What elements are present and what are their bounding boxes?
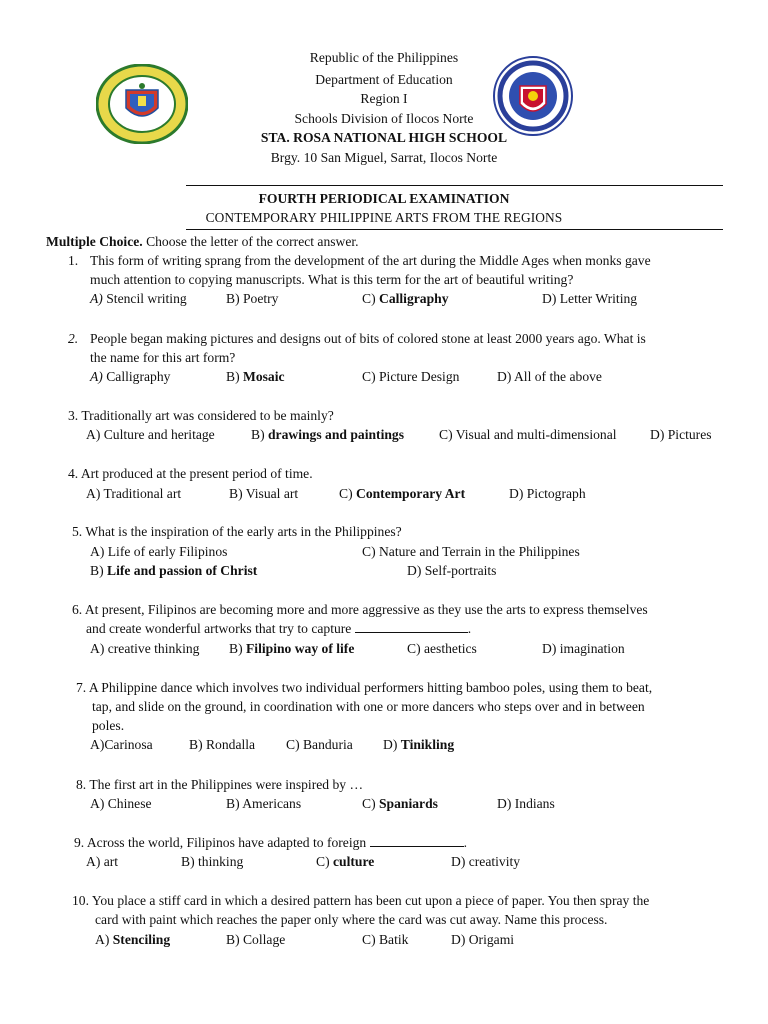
exam-subject: CONTEMPORARY PHILIPPINE ARTS FROM THE REGIONS <box>205 210 563 225</box>
choice-c: C) Nature and Terrain in the Philippines <box>362 544 580 559</box>
question-text-line: tap, and slide on the ground, in coordination with one or more dancers who steps over and in between <box>92 699 645 714</box>
choice-c: C) Banduria <box>286 737 353 752</box>
question-text-line: the name for this art form? <box>90 350 236 365</box>
choice-d: D) Pictures <box>650 427 712 442</box>
choice-b: B) Rondalla <box>189 737 256 752</box>
school-name: STA. ROSA NATIONAL HIGH SCHOOL <box>260 130 508 145</box>
choice-d: D) All of the above <box>497 369 602 384</box>
choice-b: B) Poetry <box>226 291 279 306</box>
question-text-line: This form of writing sprang from the development of the art during the Middle Ages when monks gave <box>90 253 651 268</box>
choice-c: C) Spaniards <box>362 796 438 811</box>
header-divider-top <box>186 185 723 186</box>
header-republic: Republic of the Philippines <box>309 50 459 65</box>
question-text-line: 6. At present, Filipinos are becoming more and more aggressive as they use the arts to express themselves <box>72 602 648 617</box>
choice-b: B) Filipino way of life <box>229 641 355 656</box>
exam-title: FOURTH PERIODICAL EXAMINATION <box>258 191 510 206</box>
choice-b: B) Collage <box>226 932 286 947</box>
instructions-label: Multiple Choice. <box>46 234 143 249</box>
choice-c: C) Calligraphy <box>362 291 449 306</box>
choice-d: D) Letter Writing <box>542 291 638 306</box>
choice-c: C) Picture Design <box>362 369 460 384</box>
question-number: 2. <box>68 331 79 346</box>
header-division: Schools Division of Ilocos Norte <box>294 111 474 126</box>
choice-c: C) Batik <box>362 932 409 947</box>
question-text-line: 4. Art produced at the present period of time. <box>68 466 313 481</box>
choice-b: B) drawings and paintings <box>251 427 404 442</box>
choice-a: A) Life of early Filipinos <box>90 544 228 559</box>
choice-b: B) thinking <box>181 854 244 869</box>
question-text-line: People began making pictures and designs out of bits of colored stone at least 2000 years ago. What is <box>90 331 646 346</box>
choice-d: D) Self-portraits <box>407 563 497 578</box>
answer-blank <box>370 833 464 847</box>
choice-b: B) Mosaic <box>226 369 285 384</box>
choice-c: C) culture <box>316 854 375 869</box>
choice-d: D) Indians <box>497 796 555 811</box>
choice-d: D) Origami <box>451 932 515 947</box>
question-text-line: 3. Traditionally art was considered to be mainly? <box>68 408 334 423</box>
choice-b: B) Americans <box>226 796 302 811</box>
choice-d: D) imagination <box>542 641 625 656</box>
question-text-line: 10. You place a stiff card in which a desired pattern has been cut upon a piece of paper. You then spray the <box>72 893 650 908</box>
question-text-line: poles. <box>92 718 125 733</box>
instructions <box>46 232 359 251</box>
choice-a: A) Culture and heritage <box>86 427 215 442</box>
question-number: 1. <box>68 253 79 268</box>
choice-b: B) Life and passion of Christ <box>90 563 258 578</box>
choice-a: A) Stenciling <box>95 932 171 947</box>
question-text-line: 9. Across the world, Filipinos have adapted to foreign . <box>74 835 468 850</box>
header-department: Department of Education <box>315 72 453 87</box>
header-region: Region I <box>360 91 408 106</box>
choice-a: A) Stencil writing <box>90 291 187 306</box>
choice-a: A) Calligraphy <box>90 369 171 384</box>
answer-blank <box>355 619 468 633</box>
choice-c: C) Contemporary Art <box>339 486 466 501</box>
question-text-line: card with paint which reaches the paper only where the card was cut away. Name this process. <box>95 912 608 927</box>
choice-d: D) Tinikling <box>383 737 455 752</box>
choice-d: D) creativity <box>451 854 521 869</box>
choice-a: A) art <box>86 854 119 869</box>
question-text-line: and create wonderful artworks that try to capture . <box>86 621 472 636</box>
choice-c: C) aesthetics <box>407 641 477 656</box>
choice-b: B) Visual art <box>229 486 299 501</box>
choice-a: A) creative thinking <box>90 641 200 656</box>
choice-d: D) Pictograph <box>509 486 586 501</box>
choice-a: A) Chinese <box>90 796 152 811</box>
question-text-line: 8. The first art in the Philippines were inspired by … <box>76 777 364 792</box>
header-divider-bottom <box>186 229 723 230</box>
instructions-text: Choose the letter of the correct answer. <box>142 234 359 249</box>
question-text-line: much attention to copying manuscripts. What is this term for the art of beautiful writing? <box>90 272 574 287</box>
choice-a: A) Traditional art <box>86 486 182 501</box>
school-address: Brgy. 10 San Miguel, Sarrat, Ilocos Norte <box>270 150 498 165</box>
question-text-line: 7. A Philippine dance which involves two individual performers hitting bamboo poles, using them to beat, <box>76 680 653 695</box>
choice-c: C) Visual and multi-dimensional <box>439 427 617 442</box>
question-text-line: 5. What is the inspiration of the early arts in the Philippines? <box>72 524 402 539</box>
choice-a: A)Carinosa <box>90 737 153 752</box>
